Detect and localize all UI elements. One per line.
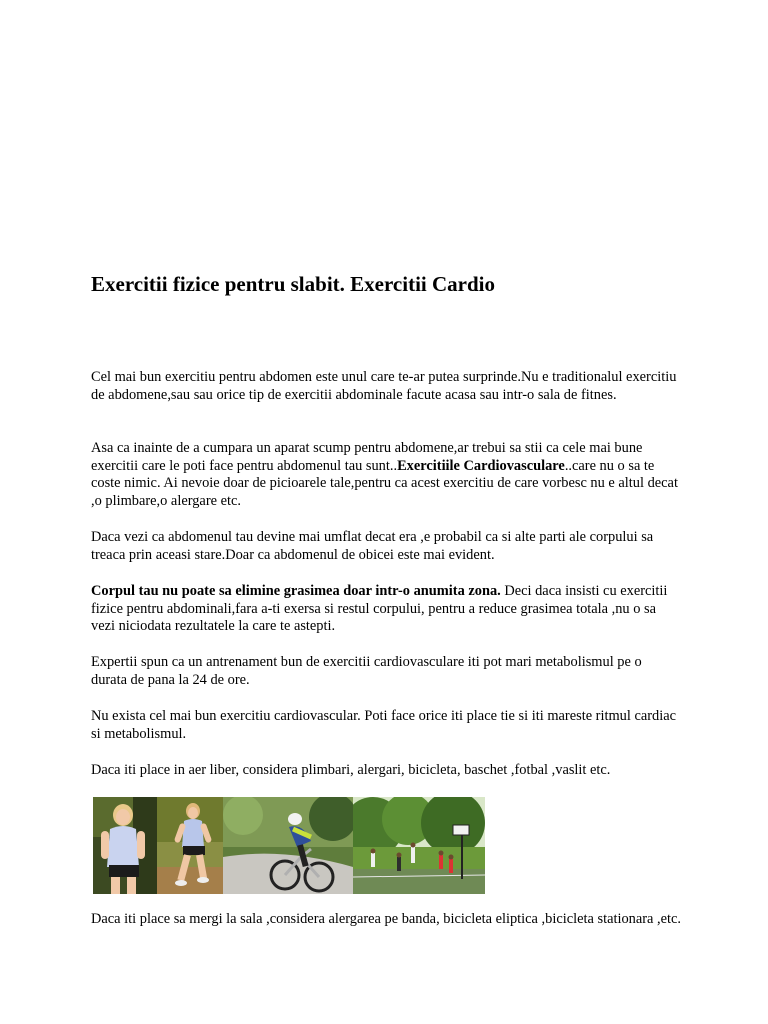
woman-walking-photo <box>93 797 157 894</box>
page-title: Exercitii fizice pentru slabit. Exercitii Cardio <box>91 272 495 296</box>
paragraph-outdoor: Daca iti place in aer liber, considera plimbari, alergari, bicicleta, baschet ,fotbal ,vaslit etc. <box>91 762 611 778</box>
photo-strip <box>93 797 485 894</box>
paragraph-abdomen: Daca vezi ca abdomenul tau devine mai umflat decat era ,e probabil ca si alte parti ale corpului sa treaca prin aceasi stare.Doar ca abdomenul de obicei este mai evident. <box>91 529 654 563</box>
paragraph-intro: Cel mai bun exercitiu pentru abdomen este unul care te-ar putea surprinde.Nu e traditionalul exercitiu de abdomene,sau sau orice tip de exercitii abdominale facute acasa sau intr-o sala de fitnes. <box>91 369 677 403</box>
paragraph-text: Asa ca inainte de a cumpara un aparat scump pentru abdomene,ar trebui sa stii ca cele mai bune exercitii care le poti face pentru abdomenul tau sunt.. <box>91 440 643 474</box>
paragraph-gym: Daca iti place sa mergi la sala ,considera alergarea pe banda, bicicleta eliptica ,bicicleta stationara ,etc. <box>91 911 681 927</box>
cyclist-photo <box>223 797 353 894</box>
paragraph-text: Deci daca insisti cu exercitii fizice pentru abdominali,fara a-ti exersa si restul corpului, pentru a reduce grasimea totala ,nu o sa vezi niciodata rezultatele la care te astepti. <box>91 583 668 634</box>
bold-emphasis: Exercitiile Cardiovasculare <box>397 457 565 474</box>
paragraph-cardio <box>91 440 681 510</box>
paragraph-experts: Expertii spun ca un antrenament bun de exercitii cardiovasculare iti pot mari metabolismul pe o durata de pana la 24 de ore. <box>91 654 642 688</box>
paragraph-text: ..care nu o sa te coste nimic. Ai nevoie doar de picioarele tale,pentru ca acest exercitiu de care vorbesc nu e altul decat ,o plimbare,o alergare etc. <box>91 457 678 509</box>
basketball-court-photo <box>353 797 485 894</box>
bold-emphasis: Corpul tau nu poate sa elimine grasimea doar intr-o anumita zona. <box>91 583 501 599</box>
paragraph-best-exercise: Nu exista cel mai bun exercitiu cardiovascular. Poti face orice iti place tie si iti mareste ritmul cardiac si metabolismul. <box>91 708 676 742</box>
woman-jogging-photo <box>157 797 223 894</box>
paragraph-fat <box>91 583 681 636</box>
